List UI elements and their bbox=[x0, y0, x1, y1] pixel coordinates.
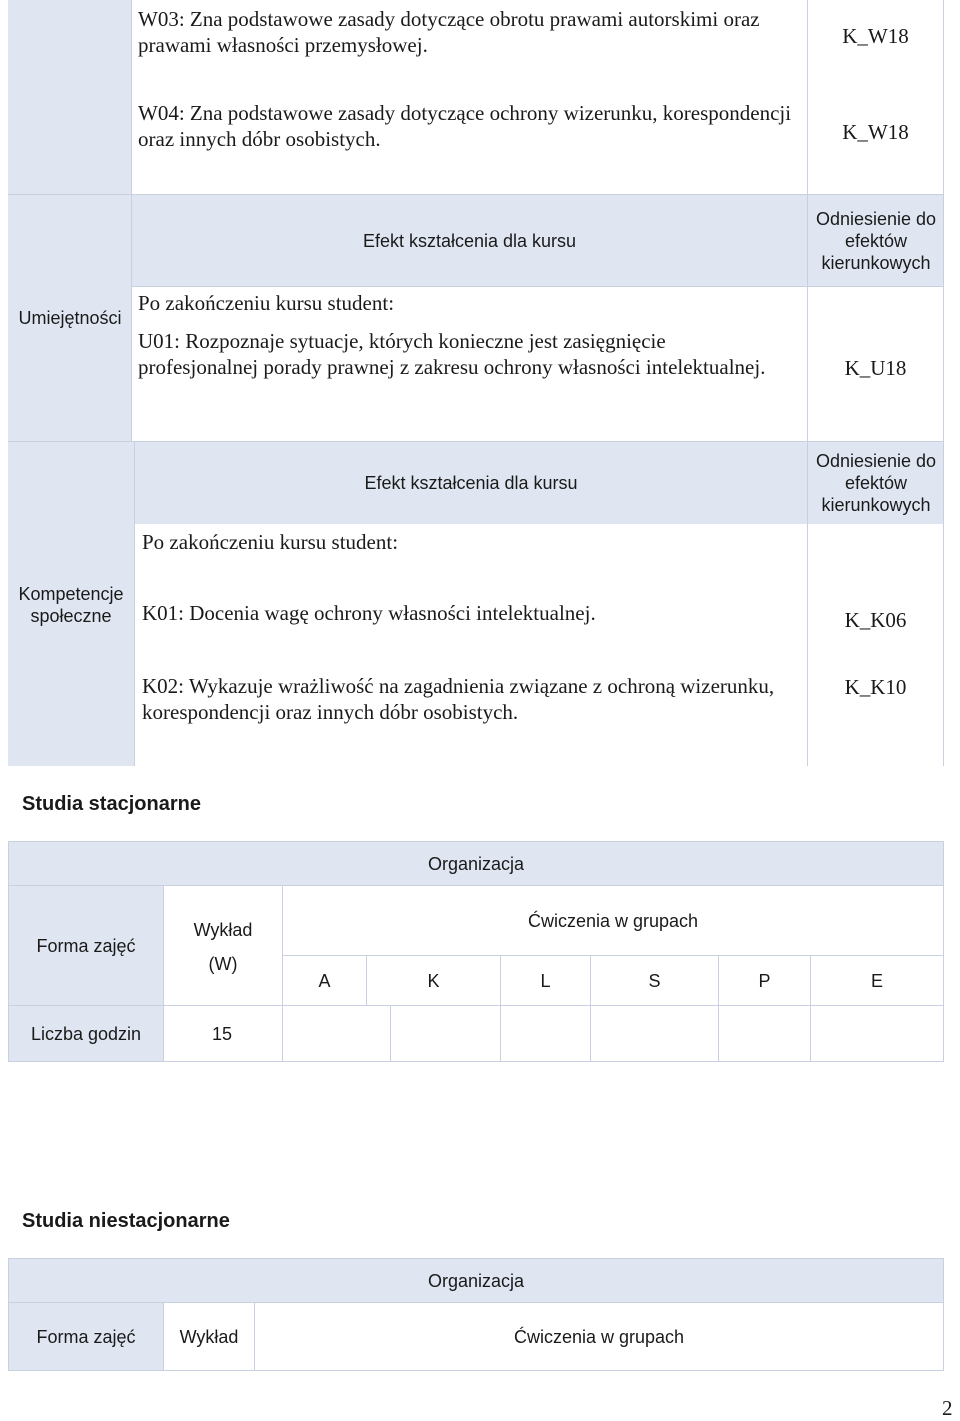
social-effect-header: Efekt kształcenia dla kursu bbox=[135, 442, 807, 524]
skills-effect-header: Efekt kształcenia dla kursu bbox=[132, 195, 807, 286]
u01-text: U01: Rozpoznaje sytuacje, których konieczne jest zasięgnięcie profesjonalnej porady prawnej z zakresu ochrony własności intelektualnej. bbox=[138, 329, 766, 379]
k01-text: K01: Docenia wagę ochrony własności intelektualnej. bbox=[142, 601, 596, 625]
stationary-organization-header: Organizacja bbox=[8, 841, 944, 886]
hours-cell-e bbox=[811, 1006, 944, 1062]
stationary-form-label: Forma zajęć bbox=[8, 886, 164, 1006]
page-number: 2 bbox=[942, 1396, 953, 1420]
skills-intro: Po zakończeniu kursu student: bbox=[138, 291, 395, 315]
hours-cell-a bbox=[283, 1006, 391, 1062]
stationary-heading: Studia stacjonarne bbox=[22, 793, 201, 815]
hours-cell-s bbox=[591, 1006, 719, 1062]
stationary-lecture-sub: (W) bbox=[208, 954, 238, 974]
skills-reference-header: Odniesienie do efektów kierunkowych bbox=[808, 195, 944, 286]
group-type-a: A bbox=[283, 956, 367, 1006]
hours-cell-p bbox=[719, 1006, 811, 1062]
stationary-lecture-hours: 15 bbox=[164, 1006, 283, 1062]
k01-reference: K_K06 bbox=[844, 608, 907, 632]
stationary-lecture-label: Wykład bbox=[193, 920, 253, 940]
group-type-p: P bbox=[719, 956, 811, 1006]
non-stationary-organization-header: Organizacja bbox=[8, 1258, 944, 1303]
w03-reference: K_W18 bbox=[842, 24, 909, 48]
social-reference-header: Odniesienie do efektów kierunkowych bbox=[808, 442, 944, 524]
w04-text: W04: Zna podstawowe zasady dotyczące ochrony wizerunku, korespondencji oraz innych dóbr osobistych. bbox=[138, 101, 792, 151]
non-stationary-heading: Studia niestacjonarne bbox=[22, 1210, 230, 1232]
w04-reference: K_W18 bbox=[842, 120, 909, 144]
skills-category-label: Umiejętności bbox=[18, 308, 122, 328]
k02-text: K02: Wykazuje wrażliwość na zagadnienia związane z ochroną wizerunku, korespondencji oraz innych dóbr osobistych. bbox=[142, 674, 775, 724]
social-category-label: Kompetencje społeczne bbox=[18, 584, 124, 626]
non-stationary-exercises-label: Ćwiczenia w grupach bbox=[255, 1303, 944, 1371]
stationary-lecture-cell bbox=[164, 886, 283, 1006]
knowledge-category-cell bbox=[8, 0, 132, 194]
social-intro: Po zakończeniu kursu student: bbox=[142, 530, 399, 554]
u01-reference: K_U18 bbox=[844, 356, 907, 380]
w03-text: W03: Zna podstawowe zasady dotyczące obrotu prawami autorskimi oraz prawami własności przemysłowej. bbox=[138, 7, 760, 57]
stationary-exercises-label: Ćwiczenia w grupach bbox=[283, 886, 944, 956]
stationary-hours-label: Liczba godzin bbox=[8, 1006, 164, 1062]
hours-cell-l bbox=[501, 1006, 591, 1062]
group-type-l: L bbox=[501, 956, 591, 1006]
non-stationary-lecture-label: Wykład bbox=[164, 1303, 255, 1371]
group-type-s: S bbox=[591, 956, 719, 1006]
group-type-k: K bbox=[367, 956, 501, 1006]
non-stationary-form-label: Forma zajęć bbox=[8, 1303, 164, 1371]
k02-reference: K_K10 bbox=[844, 675, 907, 699]
group-type-e: E bbox=[811, 956, 944, 1006]
hours-cell-k bbox=[391, 1006, 501, 1062]
